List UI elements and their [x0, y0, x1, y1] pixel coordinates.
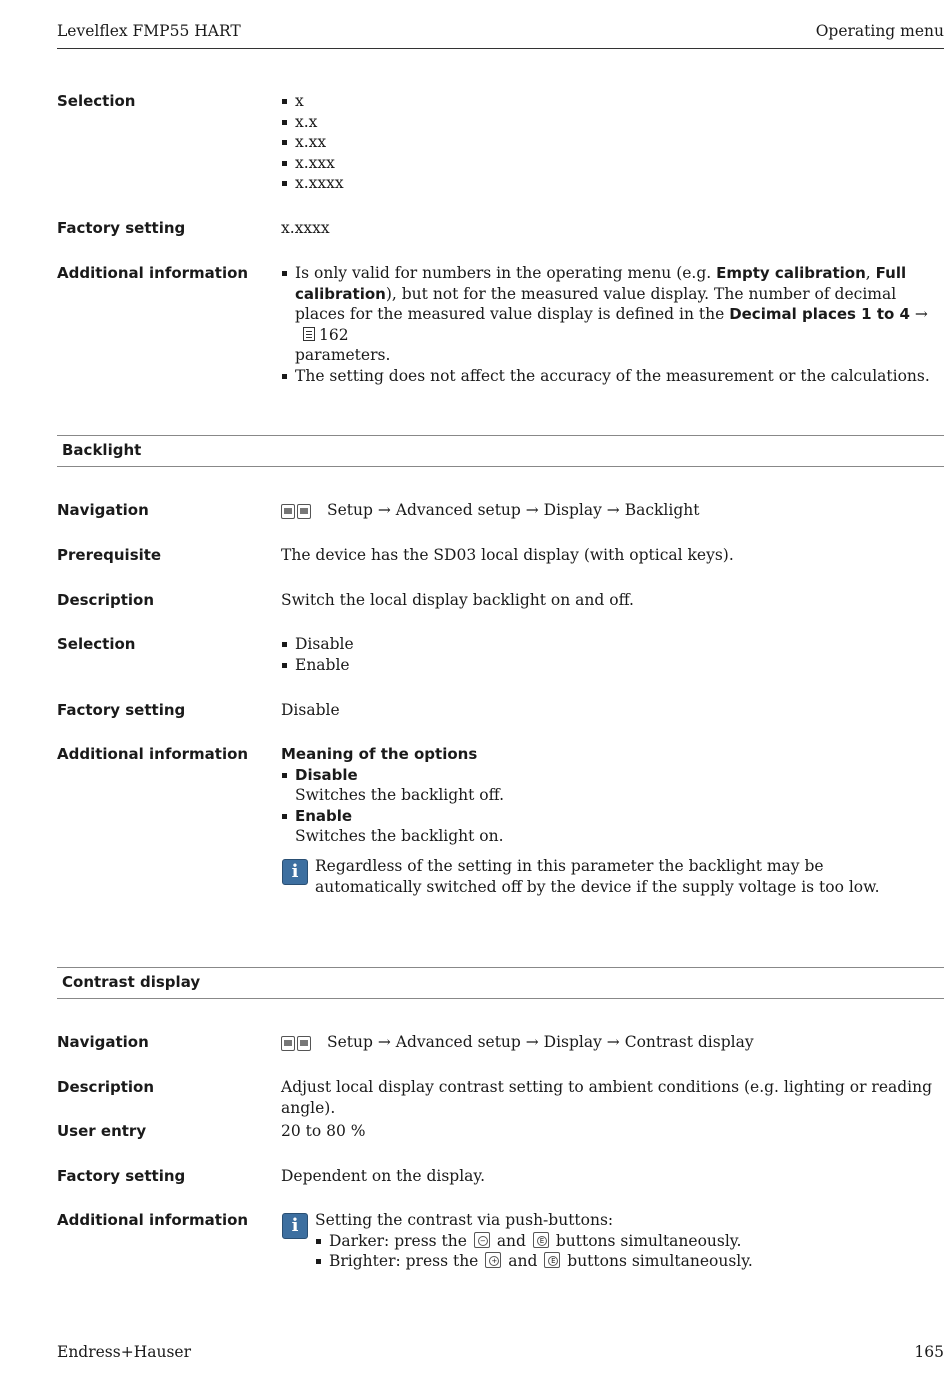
selection-item: x — [281, 91, 940, 112]
push-button-instruction: Darker: press the − and E buttons simultaneously. — [315, 1231, 940, 1252]
navigation-keys-icon — [281, 502, 313, 523]
options-heading: Meaning of the options — [281, 745, 478, 763]
user-entry-value: 20 to 80 % — [281, 1122, 366, 1140]
factory-setting-value: Disable — [281, 701, 340, 719]
footer-company: Endress+Hauser — [57, 1343, 191, 1361]
section-header-backlight — [57, 435, 944, 467]
factory-setting-value: Dependent on the display. — [281, 1167, 486, 1185]
header-document-title: Levelflex FMP55 HART — [57, 22, 241, 40]
selection-item: x.xxx — [281, 153, 940, 174]
additional-information-item: The setting does not affect the accuracy of the measurement or the calculations. — [281, 366, 942, 387]
navigation-label: Navigation — [57, 1033, 149, 1051]
user-entry-label: User entry — [57, 1122, 147, 1140]
option-item: Enable Switches the backlight on. — [281, 806, 940, 847]
minus-button-icon: − — [474, 1232, 490, 1248]
selection-item: x.xx — [281, 132, 940, 153]
selection-item: Disable — [281, 634, 940, 655]
navigation-keys-icon — [281, 1034, 313, 1055]
prerequisite-value: The device has the SD03 local display (with optical keys). — [281, 546, 734, 564]
page-reference: 162 — [319, 325, 349, 344]
info-note: Regardless of the setting in this parameter the backlight may be automatically switched off by the device if the supply voltage is too low. — [315, 857, 880, 896]
factory-setting-label: Factory setting — [57, 701, 186, 719]
selection-label: Selection — [57, 92, 136, 110]
option-item: Disable Switches the backlight off. — [281, 765, 940, 806]
plus-button-icon: + — [485, 1252, 501, 1268]
empty-calibration-ref: Empty calibration — [716, 264, 866, 282]
prerequisite-label: Prerequisite — [57, 546, 162, 564]
description-value: Switch the local display backlight on and off. — [281, 591, 634, 609]
enter-button-icon: E — [544, 1252, 560, 1268]
factory-setting-label: Factory setting — [57, 219, 186, 237]
header-divider — [57, 48, 944, 49]
page-number: 165 — [914, 1343, 944, 1361]
info-icon: i — [282, 859, 308, 885]
description-label: Description — [57, 1078, 155, 1096]
additional-information-label: Additional information — [57, 745, 249, 763]
navigation-label: Navigation — [57, 501, 149, 519]
additional-information-label: Additional information — [57, 1211, 249, 1229]
decimal-places-ref: Decimal places 1 to 4 — [729, 305, 910, 324]
selection-item: Enable — [281, 655, 940, 676]
description-label: Description — [57, 591, 155, 609]
description-value: Adjust local display contrast setting to ambient conditions (e.g. lighting or reading angle). — [281, 1078, 933, 1117]
info-note — [315, 1210, 940, 1272]
selection-label: Selection — [57, 635, 136, 653]
additional-information-list — [281, 263, 942, 387]
section-title: Backlight — [62, 441, 142, 459]
additional-information-label: Additional information — [57, 264, 249, 282]
selection-item: x.x — [281, 112, 940, 133]
section-header-contrast-display — [57, 967, 944, 999]
factory-setting-value: x.xxxx — [281, 219, 330, 237]
header-section-title: Operating menu — [815, 22, 944, 40]
options-meaning — [281, 744, 940, 847]
info-icon: i — [282, 1213, 308, 1239]
navigation-path: Setup → Advanced setup → Display → Backlight — [281, 500, 940, 523]
document-icon — [303, 327, 315, 341]
enter-button-icon: E — [533, 1232, 549, 1248]
push-button-instruction: Brighter: press the + and E buttons simultaneously. — [315, 1251, 940, 1272]
selection-list — [281, 91, 940, 194]
info-note-intro: Setting the contrast via push-buttons: — [315, 1211, 614, 1229]
additional-information-item: Is only valid for numbers in the operating menu (e.g. Empty calibration, Full calibration), but not for the measured value display. The number of decimal places for the measured value display is defined in the Decimal places 1 to 4 →162 parameters. — [281, 263, 942, 366]
full-calibration-ref: Full calibration — [295, 264, 907, 303]
factory-setting-label: Factory setting — [57, 1167, 186, 1185]
navigation-path: Setup → Advanced setup → Display → Contrast display — [281, 1032, 940, 1055]
selection-list — [281, 634, 940, 675]
selection-item: x.xxxx — [281, 173, 940, 194]
section-title: Contrast display — [62, 973, 201, 991]
